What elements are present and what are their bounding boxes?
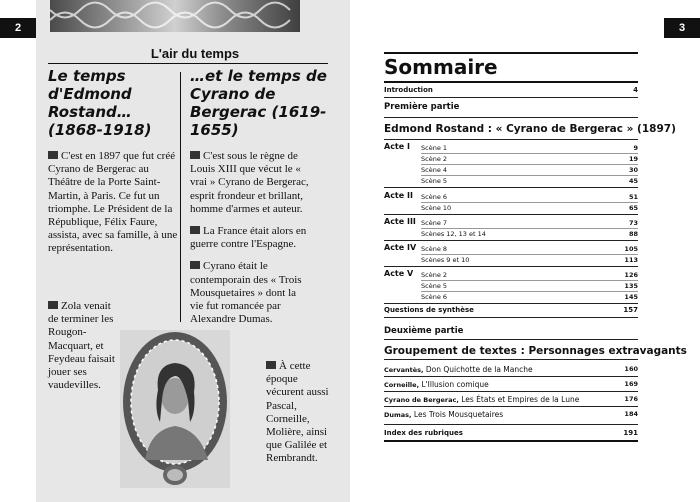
rule <box>384 240 638 241</box>
rule <box>421 175 638 176</box>
toc-introduction[interactable]: Introduction 4 <box>384 86 638 94</box>
rubric-rule <box>48 63 328 64</box>
rule <box>421 280 638 281</box>
toc-group-entry[interactable]: Cervantès, Don Quichotte de la Manche 160 <box>384 365 638 374</box>
bullet-square-icon <box>48 151 58 159</box>
toc-group-entry[interactable]: Corneille, L'Illusion comique 169 <box>384 380 638 389</box>
bullet-square-icon <box>48 301 58 309</box>
decorative-banner-image <box>50 0 300 32</box>
cyrano-portrait-image <box>120 330 230 488</box>
bullet-square-icon <box>266 361 276 369</box>
toc-scene[interactable]: Scène 1 9 <box>421 144 638 152</box>
bullet-square-icon <box>190 226 200 234</box>
bullet-square-icon <box>190 261 200 269</box>
rule <box>384 391 638 392</box>
rule <box>384 440 638 442</box>
cyrano-text-1: C'est sous le règne de Louis XIII que vécut le « vrai » Cyrano de Bergerac, esprit frondeur et brillant, homme d'armes et auteur. La France était alors en guerre contre l'Espagne. Cyrano était le contemporain des « Trois Mousquetaires » dont la vie fut romancée par Alexandre Dumas. <box>190 150 309 326</box>
toc-questions[interactable]: Questions de synthèse 157 <box>384 306 638 314</box>
rule <box>421 164 638 165</box>
rule <box>384 406 638 407</box>
part-one-label: Première partie <box>384 102 460 112</box>
column-divider <box>180 72 181 322</box>
section-groupement-heading: Groupement de textes : Personnages extravagants <box>384 345 687 357</box>
rule <box>384 359 638 360</box>
rule <box>421 291 638 292</box>
heading-cyrano: …et le temps de Cyrano de Bergerac (1619-1655) <box>190 67 327 139</box>
rule <box>421 228 638 229</box>
rubric-title: L'air du temps <box>150 46 240 61</box>
page-number-right: 3 <box>664 18 700 38</box>
toc-scene[interactable]: Scène 5 45 <box>421 177 638 185</box>
rule <box>421 153 638 154</box>
rule <box>384 97 638 98</box>
act-label: Acte I <box>384 142 410 151</box>
rule <box>421 202 638 203</box>
act-label: Acte II <box>384 191 413 200</box>
page-number-left: 2 <box>0 18 36 38</box>
toc-scene[interactable]: Scène 2 126 <box>421 271 638 279</box>
rule <box>384 376 638 377</box>
toc-group-entry[interactable]: Cyrano de Bergerac, Les États et Empires de la Lune 176 <box>384 395 638 404</box>
toc-scene[interactable]: Scène 4 30 <box>421 166 638 174</box>
rule <box>384 117 638 118</box>
rule <box>384 214 638 215</box>
rule <box>384 303 638 304</box>
title-rule-bottom <box>384 81 638 83</box>
toc-scene[interactable]: Scène 5 135 <box>421 282 638 290</box>
toc-scene[interactable]: Scènes 12, 13 et 14 88 <box>421 230 638 238</box>
act-label: Acte V <box>384 269 414 278</box>
rule <box>384 266 638 267</box>
title-rule-top <box>384 52 638 54</box>
page-title: Sommaire <box>384 55 498 79</box>
toc-scene[interactable]: Scène 8 105 <box>421 245 638 253</box>
left-margin <box>0 0 36 502</box>
toc-index[interactable]: Index des rubriques 191 <box>384 429 638 437</box>
toc-scene[interactable]: Scène 10 65 <box>421 204 638 212</box>
toc-scene[interactable]: Scène 6 51 <box>421 193 638 201</box>
toc-scene[interactable]: Scènes 9 et 10 113 <box>421 256 638 264</box>
rule <box>384 139 638 140</box>
rostand-text-1: C'est en 1897 que fut créé Cyrano de Bergerac au Théâtre de la Porte Saint-Martin, à Paris. Ce fut un triomphe. Le Président de la République, Félix Faure, assista, avec sa famille, à une représentation. <box>48 150 178 255</box>
rule <box>384 187 638 188</box>
section-rostand-heading: Edmond Rostand : « Cyrano de Bergerac » (1897) <box>384 123 676 135</box>
cyrano-text-2: À cette époque vécurent aussi Pascal, Corneille, Molière, ainsi que Galilée et Rembrandt. <box>266 360 329 465</box>
rostand-text-2: Zola venait de terminer les Rougon-Macquart, et Feydeau faisait jouer ses vaudevilles. <box>48 300 115 392</box>
toc-scene[interactable]: Scène 7 73 <box>421 219 638 227</box>
rule <box>384 424 638 425</box>
toc-scene[interactable]: Scène 2 19 <box>421 155 638 163</box>
heading-rostand: Le temps d'Edmond Rostand… (1868-1918) <box>48 67 152 139</box>
rule <box>384 317 638 318</box>
act-label: Acte III <box>384 217 416 226</box>
rule <box>421 254 638 255</box>
act-label: Acte IV <box>384 243 417 252</box>
part-two-label: Deuxième partie <box>384 326 464 336</box>
rule <box>384 339 638 340</box>
toc-scene[interactable]: Scène 6 145 <box>421 293 638 301</box>
bullet-square-icon <box>190 151 200 159</box>
toc-group-entry[interactable]: Dumas, Les Trois Mousquetaires 184 <box>384 410 638 419</box>
